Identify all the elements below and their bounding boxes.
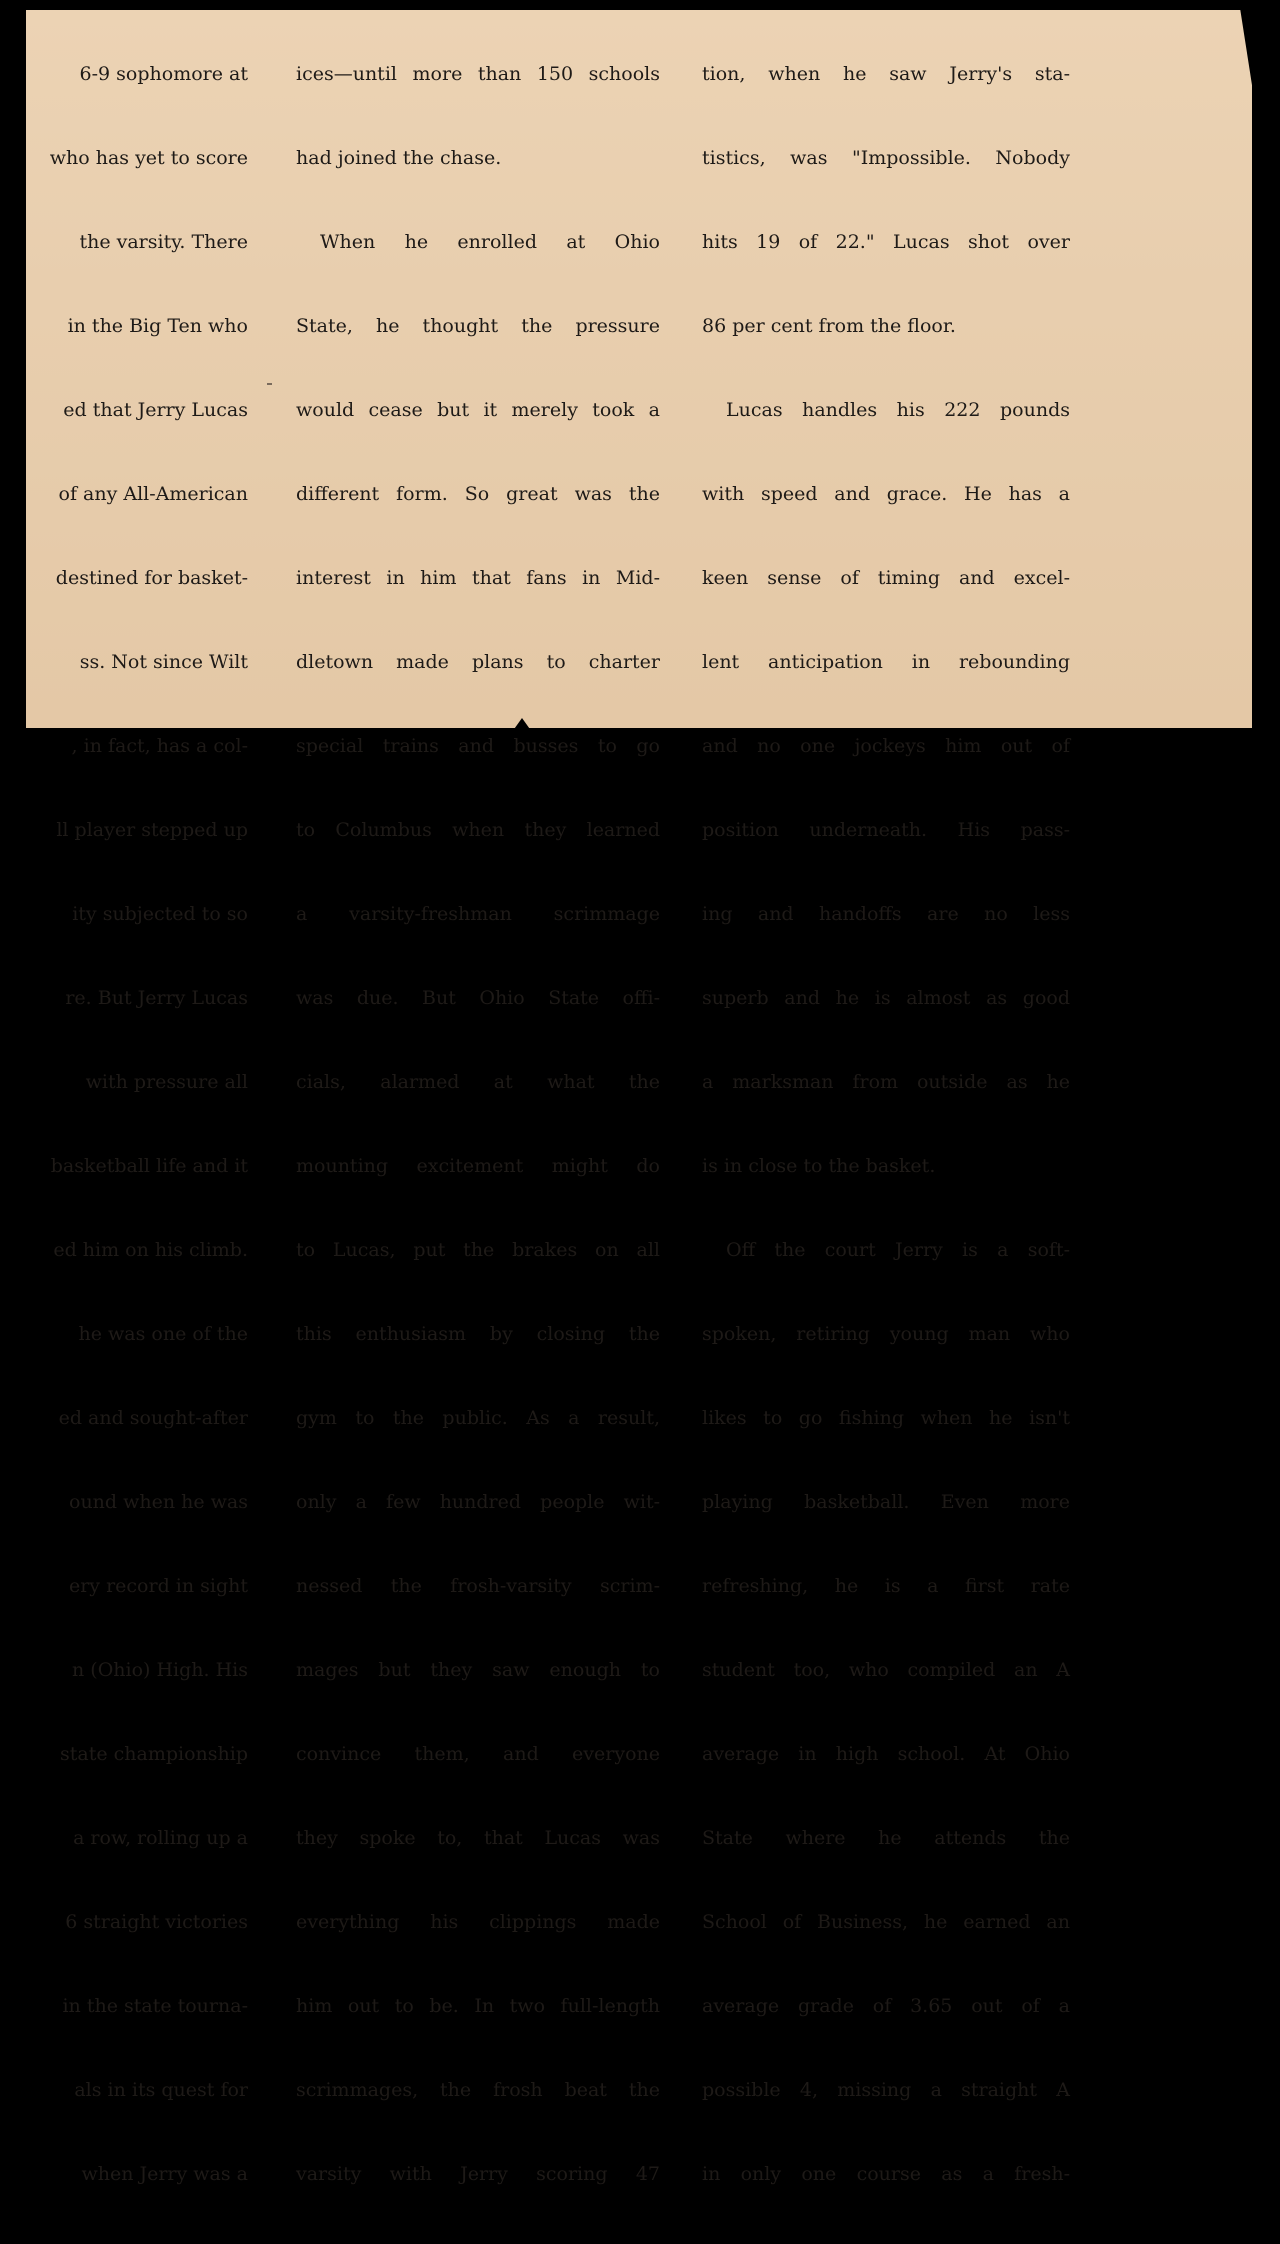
text-line: mounting excitement might do [296, 1155, 660, 1177]
text-line: when Jerry was a [81, 2163, 248, 2185]
text-line: 6 straight victories [65, 1911, 248, 1933]
text-line: varsity with Jerry scoring 47 [296, 2163, 660, 2185]
text-line: Off the court Jerry is a soft- [726, 1239, 1070, 1261]
text-line: average in high school. At Ohio [702, 1743, 1070, 1765]
text-line: spoken, retiring young man who [702, 1323, 1070, 1345]
text-line: was due. But Ohio State offi- [296, 987, 660, 1009]
text-line: ices—until more than 150 schools [296, 63, 660, 85]
text-line: he was one of the [78, 1323, 248, 1345]
torn-corner [1240, 8, 1254, 98]
text-line: als in its quest for [74, 2079, 248, 2101]
text-line: a row, rolling up a [73, 1827, 248, 1849]
column-3 [702, 13, 1070, 2244]
text-line: hits 19 of 22." Lucas shot over [702, 231, 1070, 253]
text-line: playing basketball. Even more [702, 1491, 1070, 1513]
newspaper-clipping [26, 10, 1252, 2185]
text-line: ing and handoffs are no less [702, 903, 1070, 925]
text-line: destined for basket- [55, 567, 248, 589]
text-line: When he enrolled at Ohio [320, 231, 660, 253]
text-line: in the Big Ten who [67, 315, 248, 337]
text-line: 6-9 sophomore at [79, 63, 248, 85]
text-line: the varsity. There [79, 231, 248, 253]
text-line: only a few hundred people wit- [296, 1491, 660, 1513]
text-line: Lucas handles his 222 pounds [726, 399, 1070, 421]
text-line: is in close to the basket. [702, 1155, 936, 1177]
text-line: with pressure all [85, 1071, 248, 1093]
text-line: ll player stepped up [56, 819, 248, 841]
text-line: mages but they saw enough to [296, 1659, 660, 1681]
text-line: to Columbus when they learned [296, 819, 660, 841]
text-line: School of Business, he earned an [702, 1911, 1070, 1933]
text-line: State where he attends the [702, 1827, 1070, 1849]
text-line: different form. So great was the [296, 483, 660, 505]
text-line: , in fact, has a col- [71, 735, 248, 757]
text-line: ity subjected to so [72, 903, 248, 925]
text-line: student too, who compiled an A [702, 1659, 1070, 1681]
text-line: state championship [60, 1743, 248, 1765]
text-line: of any All-American [58, 483, 248, 505]
text-line: ed that Jerry Lucas [63, 399, 248, 421]
text-line: in the state tourna- [62, 1995, 248, 2017]
text-line: State, he thought the pressure [296, 315, 660, 337]
text-line: ound when he was [69, 1491, 248, 1513]
text-line: everything his clippings made [296, 1911, 660, 1933]
text-line: interest in him that fans in Mid- [296, 567, 660, 589]
text-line: n (Ohio) High. His [72, 1659, 248, 1681]
text-line: basketball life and it [50, 1155, 248, 1177]
text-line: who has yet to score [49, 147, 248, 169]
text-line: a marksman from outside as he [702, 1071, 1070, 1093]
text-line: ed him on his climb. [53, 1239, 248, 1261]
text-line: special trains and busses to go [296, 735, 660, 757]
text-line: position underneath. His pass- [702, 819, 1070, 841]
text-line: scrimmages, the frosh beat the [296, 2079, 660, 2101]
text-line: would cease but it merely took a [296, 399, 660, 421]
text-line: average grade of 3.65 out of a [702, 1995, 1070, 2017]
text-line: convince them, and everyone [296, 1743, 660, 1765]
text-line: possible 4, missing a straight A [702, 2079, 1070, 2101]
text-line: tistics, was "Impossible. Nobody [702, 147, 1070, 169]
column-2 [296, 13, 660, 2244]
text-line: him out to be. In two full-length [296, 1995, 660, 2017]
text-line: with speed and grace. He has a [702, 483, 1070, 505]
text-line: ed and sought-after [58, 1407, 248, 1429]
text-line: in only one course as a fresh- [702, 2163, 1070, 2185]
text-line: cials, alarmed at what the [296, 1071, 660, 1093]
text-line: keen sense of timing and excel- [702, 567, 1070, 589]
text-line: dletown made plans to charter [296, 651, 660, 673]
text-line: a varsity-freshman scrimmage [296, 903, 660, 925]
text-line: this enthusiasm by closing the [296, 1323, 660, 1345]
text-line: to Lucas, put the brakes on all [296, 1239, 660, 1261]
text-line: superb and he is almost as good [702, 987, 1070, 1009]
text-line: had joined the chase. [296, 147, 502, 169]
text-line: and no one jockeys him out of [702, 735, 1070, 757]
hyphen-mark [267, 383, 272, 385]
text-line: nessed the frosh-varsity scrim- [296, 1575, 660, 1597]
text-line: 86 per cent from the floor. [702, 315, 956, 337]
text-line: re. But Jerry Lucas [65, 987, 248, 1009]
torn-notch [512, 718, 532, 732]
text-line: gym to the public. As a result, [296, 1407, 660, 1429]
text-line: ery record in sight [68, 1575, 248, 1597]
text-line: tion, when he saw Jerry's sta- [702, 63, 1070, 85]
text-line: refreshing, he is a first rate [702, 1575, 1070, 1597]
text-line: likes to go fishing when he isn't [702, 1407, 1070, 1429]
text-line: lent anticipation in rebounding [702, 651, 1070, 673]
column-1 [26, 13, 248, 2244]
text-line: they spoke to, that Lucas was [296, 1827, 660, 1849]
text-line: ss. Not since Wilt [79, 651, 248, 673]
